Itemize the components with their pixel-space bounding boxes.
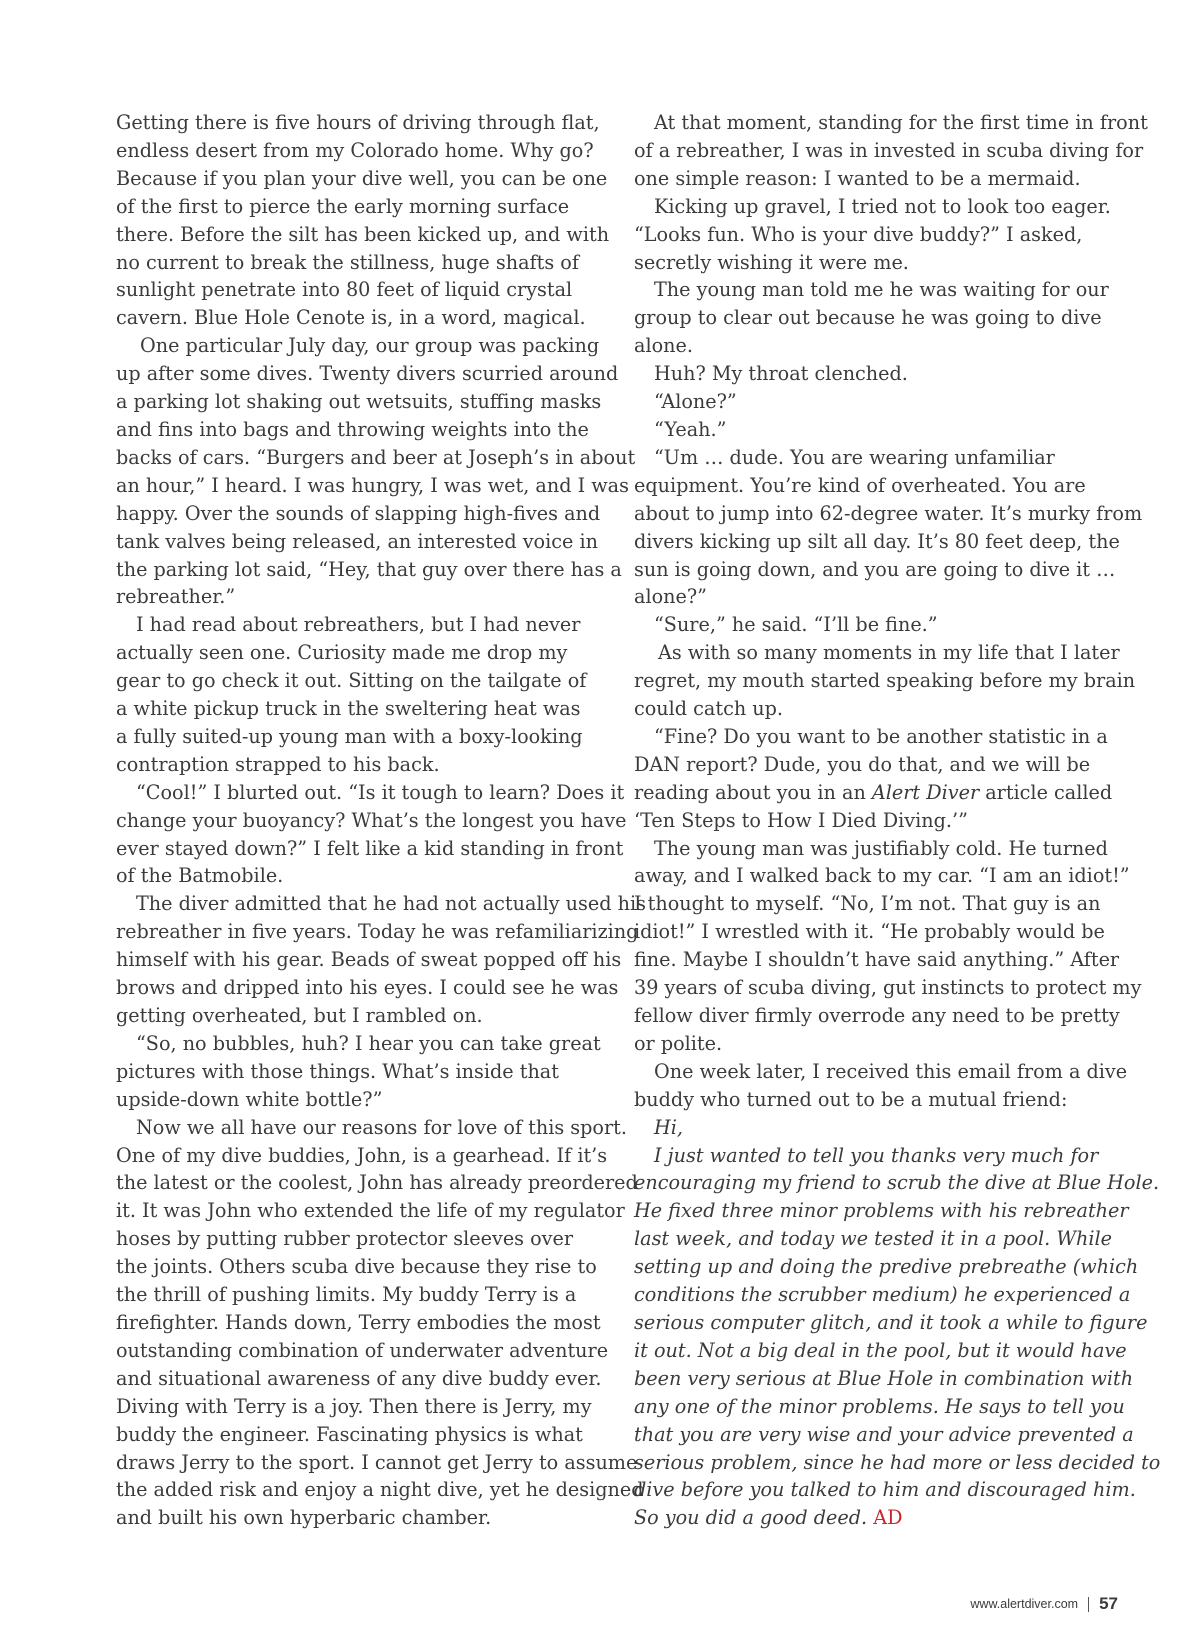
text-line bbox=[116, 1197, 625, 1225]
text-line bbox=[634, 890, 1134, 918]
text-line bbox=[634, 137, 1144, 165]
line-text: the thrill of pushing limits. My buddy Terry is a bbox=[116, 1283, 577, 1307]
text-line bbox=[634, 556, 1134, 584]
text-line bbox=[116, 276, 601, 304]
line-text: about to jump into 62-degree water. It’s murky from bbox=[634, 501, 1143, 525]
text-line bbox=[116, 388, 601, 416]
text-line bbox=[634, 1309, 1148, 1337]
left-column bbox=[116, 109, 646, 1532]
line-text: of a rebreather, I was in invested in scuba diving for bbox=[634, 138, 1144, 162]
line-text: I thought to myself. “No, I’m not. That guy is an bbox=[634, 892, 1101, 916]
text-line bbox=[116, 1365, 601, 1393]
text-line bbox=[116, 332, 601, 360]
text-line bbox=[116, 1002, 601, 1030]
line-text: been very serious at Blue Hole in combination with bbox=[634, 1366, 1134, 1390]
text-line bbox=[116, 1393, 601, 1421]
text-line bbox=[116, 1476, 644, 1504]
line-text: hoses by putting rubber protector sleeves over bbox=[116, 1227, 574, 1251]
text-line bbox=[116, 500, 601, 528]
line-text: serious computer glitch, and it took a while to figure bbox=[634, 1310, 1148, 1334]
line-text: brows and dripped into his eyes. I could see he was bbox=[116, 976, 619, 1000]
line-text: and situational awareness of any dive buddy ever. bbox=[116, 1366, 602, 1390]
text-line bbox=[634, 1030, 1134, 1058]
line-text: firefighter. Hands down, Terry embodies the most bbox=[116, 1310, 601, 1334]
text-line bbox=[634, 583, 1134, 611]
footer-website-url: www.alertdiver.com bbox=[970, 1597, 1079, 1611]
text-line bbox=[634, 1002, 1134, 1030]
text-line bbox=[634, 165, 1134, 193]
text-line bbox=[116, 779, 625, 807]
text-line bbox=[634, 1393, 1134, 1421]
line-text: pictures with those things. What’s inside that bbox=[116, 1059, 559, 1083]
line-text: the joints. Others scuba dive because they rise to bbox=[116, 1255, 597, 1279]
line-text: regret, my mouth started speaking before my brain bbox=[634, 669, 1136, 693]
text-line bbox=[634, 528, 1134, 556]
line-text: an hour,” I heard. I was hungry, I was wet, and I was bbox=[116, 473, 629, 497]
line-text: “Um … dude. You are wearing unfamiliar bbox=[654, 445, 1055, 469]
text-line bbox=[116, 1449, 638, 1477]
line-text: As with so many moments in my life that I later bbox=[658, 641, 1120, 665]
line-text: “Fine? Do you want to be another statistic in a bbox=[654, 724, 1108, 748]
line-text: The young man told me he was waiting for our bbox=[654, 278, 1109, 302]
text-line bbox=[116, 472, 629, 500]
text-line bbox=[634, 416, 1134, 444]
line-text: up after some dives. Twenty divers scurried around bbox=[116, 362, 619, 386]
line-text: Now we all have our reasons for love of this sport. bbox=[136, 1115, 627, 1139]
text-line bbox=[116, 304, 601, 332]
line-text: last week, and today we tested it in a pool. While bbox=[634, 1227, 1113, 1251]
line-text: Kicking up gravel, I tried not to look too eager. bbox=[654, 194, 1111, 218]
line-text: backs of cars. “Burgers and beer at Joseph’s in about bbox=[116, 445, 636, 469]
line-text: sunlight penetrate into 80 feet of liquid crystal bbox=[116, 278, 573, 302]
line-text: draws Jerry to the sport. I cannot get Jerry to assume bbox=[116, 1450, 638, 1474]
text-line bbox=[634, 472, 1134, 500]
text-line bbox=[634, 974, 1142, 1002]
text-line bbox=[116, 137, 601, 165]
text-line bbox=[116, 890, 646, 918]
line-text: one simple reason: I wanted to be a mermaid. bbox=[634, 166, 1081, 190]
line-text: “So, no bubbles, huh? I hear you can take great bbox=[136, 1031, 601, 1055]
text-line bbox=[634, 444, 1134, 472]
line-text: it. It was John who extended the life of my regulator bbox=[116, 1199, 625, 1223]
text-line bbox=[116, 221, 610, 249]
line-text: gear to go check it out. Sitting on the tailgate of bbox=[116, 669, 587, 693]
text-line bbox=[634, 611, 1134, 639]
text-line bbox=[116, 360, 619, 388]
line-text: of the Batmobile. bbox=[116, 864, 284, 888]
line-text: equipment. You’re kind of overheated. You are bbox=[634, 473, 1086, 497]
line-text: buddy who turned out to be a mutual friend: bbox=[634, 1087, 1068, 1111]
text-line bbox=[634, 862, 1134, 890]
text-line bbox=[116, 583, 601, 611]
text-line bbox=[634, 1169, 1160, 1197]
line-text: upside-down white bottle?” bbox=[116, 1087, 383, 1111]
text-line bbox=[116, 1504, 601, 1532]
text-line bbox=[634, 835, 1134, 863]
text-line bbox=[116, 862, 601, 890]
line-text: encouraging my friend to scrub the dive at Blue Hole. bbox=[634, 1171, 1160, 1195]
text-line bbox=[634, 946, 1134, 974]
text-line bbox=[116, 639, 601, 667]
line-text: Because if you plan your dive well, you can be one bbox=[116, 166, 608, 190]
line-text: “Looks fun. Who is your dive buddy?” I asked, bbox=[634, 222, 1083, 246]
line-text: alone?” bbox=[634, 585, 707, 609]
line-text: dive before you talked to him and discouraged him. bbox=[634, 1478, 1136, 1502]
line-text: “Alone?” bbox=[654, 390, 737, 414]
text-line bbox=[634, 1114, 1134, 1142]
text-line bbox=[116, 249, 601, 277]
text-line bbox=[634, 249, 1134, 277]
text-line bbox=[634, 304, 1134, 332]
text-line bbox=[634, 360, 1134, 388]
line-text: reading about you in an bbox=[634, 780, 872, 804]
text-line bbox=[116, 165, 608, 193]
text-line bbox=[634, 639, 1134, 667]
text-line bbox=[634, 1421, 1134, 1449]
line-text: idiot!” I wrestled with it. “He probably would be bbox=[634, 920, 1105, 944]
text-line bbox=[634, 1197, 1134, 1225]
text-line bbox=[634, 1476, 1134, 1504]
text-line bbox=[116, 416, 601, 444]
line-text: endless desert from my Colorado home. Why go? bbox=[116, 138, 594, 162]
line-text: Getting there is five hours of driving through flat, bbox=[116, 111, 600, 134]
text-line bbox=[116, 1225, 601, 1253]
footer-divider bbox=[1088, 1597, 1089, 1612]
line-text: Huh? My throat clenched. bbox=[654, 362, 908, 386]
text-line bbox=[634, 332, 1134, 360]
line-text: So you did a good deed. bbox=[634, 1506, 874, 1530]
line-text: could catch up. bbox=[634, 697, 784, 721]
line-text: any one of the minor problems. He says to tell you bbox=[634, 1394, 1125, 1418]
text-line bbox=[116, 1337, 609, 1365]
line-text: “Yeah.” bbox=[654, 417, 727, 441]
line-text: it out. Not a big deal in the pool, but it would have bbox=[634, 1338, 1127, 1362]
text-line bbox=[634, 276, 1134, 304]
text-line bbox=[634, 1365, 1134, 1393]
right-column bbox=[634, 109, 1161, 1532]
text-line bbox=[634, 779, 1134, 807]
line-text: the parking lot said, “Hey, that guy over there has a bbox=[116, 557, 622, 581]
line-text: I had read about rebreathers, but I had never bbox=[136, 613, 581, 637]
text-line bbox=[116, 193, 601, 221]
text-line bbox=[634, 1449, 1161, 1477]
line-text: conditions the scrubber medium) he experienced a bbox=[634, 1283, 1131, 1307]
line-text: DAN report? Dude, you do that, and we will be bbox=[634, 752, 1091, 776]
text-line bbox=[634, 1337, 1134, 1365]
line-text: secretly wishing it were me. bbox=[634, 250, 909, 274]
line-text: “Sure,” he said. “I’ll be fine.” bbox=[654, 613, 938, 637]
text-line bbox=[634, 221, 1134, 249]
line-text: actually seen one. Curiosity made me drop my bbox=[116, 641, 568, 665]
text-line bbox=[116, 667, 601, 695]
line-text: and fins into bags and throwing weights into the bbox=[116, 417, 589, 441]
text-line bbox=[116, 835, 624, 863]
line-text: happy. Over the sounds of slapping high-fives and bbox=[116, 501, 601, 525]
line-text: that you are very wise and your advice prevented a bbox=[634, 1422, 1134, 1446]
line-text: Hi, bbox=[654, 1115, 683, 1139]
text-line bbox=[634, 500, 1143, 528]
line-text: I just wanted to tell you thanks very much for bbox=[654, 1143, 1099, 1167]
line-text: The diver admitted that he had not actually used his bbox=[136, 892, 646, 916]
text-line bbox=[116, 1169, 638, 1197]
line-text: serious problem, since he had more or less decided to bbox=[634, 1450, 1161, 1474]
line-text: the latest or the coolest, John has already preordered bbox=[116, 1171, 638, 1195]
line-text: there. Before the silt has been kicked up, and with bbox=[116, 222, 610, 246]
line-text: The young man was justifiably cold. He turned bbox=[654, 836, 1108, 860]
line-text: no current to break the stillness, huge shafts of bbox=[116, 250, 579, 274]
line-text: divers kicking up silt all day. It’s 80 feet deep, the bbox=[634, 529, 1120, 553]
text-line bbox=[634, 109, 1148, 137]
publication-title: Alert Diver bbox=[871, 780, 980, 804]
text-line bbox=[116, 974, 619, 1002]
line-text: alone. bbox=[634, 334, 693, 358]
text-line bbox=[116, 1309, 601, 1337]
line-text: tank valves being released, an interested voice in bbox=[116, 529, 598, 553]
page-number: 57 bbox=[1099, 1594, 1118, 1613]
line-text: getting overheated, but I rambled on. bbox=[116, 1004, 483, 1027]
line-text: At that moment, standing for the first time in front bbox=[654, 111, 1148, 134]
text-line bbox=[634, 388, 1134, 416]
text-line bbox=[116, 109, 601, 137]
line-text: a parking lot shaking out wetsuits, stuffing masks bbox=[116, 390, 602, 414]
text-line bbox=[634, 1504, 1134, 1532]
text-line bbox=[116, 444, 636, 472]
text-line bbox=[634, 723, 1134, 751]
text-line bbox=[116, 946, 622, 974]
line-text: and built his own hyperbaric chamber. bbox=[116, 1506, 492, 1530]
line-text: outstanding combination of underwater adventure bbox=[116, 1338, 609, 1362]
line-text: rebreather.” bbox=[116, 585, 236, 609]
text-line bbox=[116, 1281, 601, 1309]
line-text: buddy the engineer. Fascinating physics is what bbox=[116, 1422, 583, 1446]
text-line bbox=[116, 918, 639, 946]
line-text: or polite. bbox=[634, 1031, 723, 1055]
text-line bbox=[634, 1086, 1134, 1114]
page-footer bbox=[970, 1594, 1118, 1614]
text-line bbox=[634, 695, 1134, 723]
text-line bbox=[116, 807, 627, 835]
text-line bbox=[634, 1142, 1134, 1170]
line-text: setting up and doing the predive prebreathe (which bbox=[634, 1255, 1139, 1279]
line-text: himself with his gear. Beads of sweat popped off his bbox=[116, 948, 622, 972]
text-line bbox=[116, 611, 601, 639]
line-text: change your buoyancy? What’s the longest you have bbox=[116, 808, 627, 832]
text-line bbox=[116, 1253, 601, 1281]
line-text: group to clear out because he was going to dive bbox=[634, 306, 1102, 330]
end-of-article-mark: AD bbox=[873, 1506, 903, 1530]
text-line bbox=[634, 751, 1134, 779]
line-text: the added risk and enjoy a night dive, yet he designed bbox=[116, 1478, 644, 1502]
text-line bbox=[634, 1253, 1139, 1281]
text-line bbox=[116, 1114, 627, 1142]
line-text: a fully suited-up young man with a boxy-looking bbox=[116, 724, 583, 748]
text-line bbox=[634, 193, 1134, 221]
line-text: “Cool!” I blurted out. “Is it tough to learn? Does it bbox=[136, 780, 625, 804]
line-text: rebreather in five years. Today he was refamiliarizing bbox=[116, 920, 639, 944]
text-line bbox=[116, 1142, 608, 1170]
line-text-continued: article called bbox=[979, 780, 1113, 804]
text-line bbox=[634, 807, 1134, 835]
line-text: One week later, I received this email from a dive bbox=[654, 1059, 1128, 1083]
text-line bbox=[116, 1030, 601, 1058]
line-text: away, and I walked back to my car. “I am an idiot!” bbox=[634, 864, 1130, 888]
line-text: contraption strapped to his back. bbox=[116, 752, 440, 776]
text-line bbox=[634, 918, 1134, 946]
text-line bbox=[634, 667, 1134, 695]
text-line bbox=[634, 1058, 1134, 1086]
text-line bbox=[116, 556, 622, 584]
text-line bbox=[116, 528, 601, 556]
text-line bbox=[116, 723, 601, 751]
line-text: 39 years of scuba diving, gut instincts to protect my bbox=[634, 976, 1142, 1000]
line-text: One particular July day, our group was packing bbox=[140, 334, 600, 358]
line-text: a white pickup truck in the sweltering heat was bbox=[116, 697, 581, 721]
line-text: Diving with Terry is a joy. Then there is Jerry, my bbox=[116, 1394, 592, 1418]
line-text: of the first to pierce the early morning surface bbox=[116, 194, 570, 218]
text-line bbox=[116, 695, 601, 723]
line-text: ever stayed down?” I felt like a kid standing in front bbox=[116, 836, 624, 860]
text-line bbox=[634, 1281, 1134, 1309]
line-text: fine. Maybe I shouldn’t have said anything.” After bbox=[634, 948, 1120, 972]
line-text: fellow diver firmly overrode any need to be pretty bbox=[634, 1004, 1120, 1027]
line-text: One of my dive buddies, John, is a gearhead. If it’s bbox=[116, 1143, 608, 1167]
text-line bbox=[634, 1225, 1134, 1253]
text-line bbox=[116, 751, 601, 779]
line-text: cavern. Blue Hole Cenote is, in a word, magical. bbox=[116, 306, 586, 330]
line-text: sun is going down, and you are going to dive it … bbox=[634, 557, 1116, 581]
text-line bbox=[116, 1086, 601, 1114]
line-text: ‘Ten Steps to How I Died Diving.’” bbox=[634, 808, 968, 832]
text-line bbox=[116, 1421, 601, 1449]
line-text: He fixed three minor problems with his rebreather bbox=[634, 1199, 1129, 1223]
text-line bbox=[116, 1058, 601, 1086]
